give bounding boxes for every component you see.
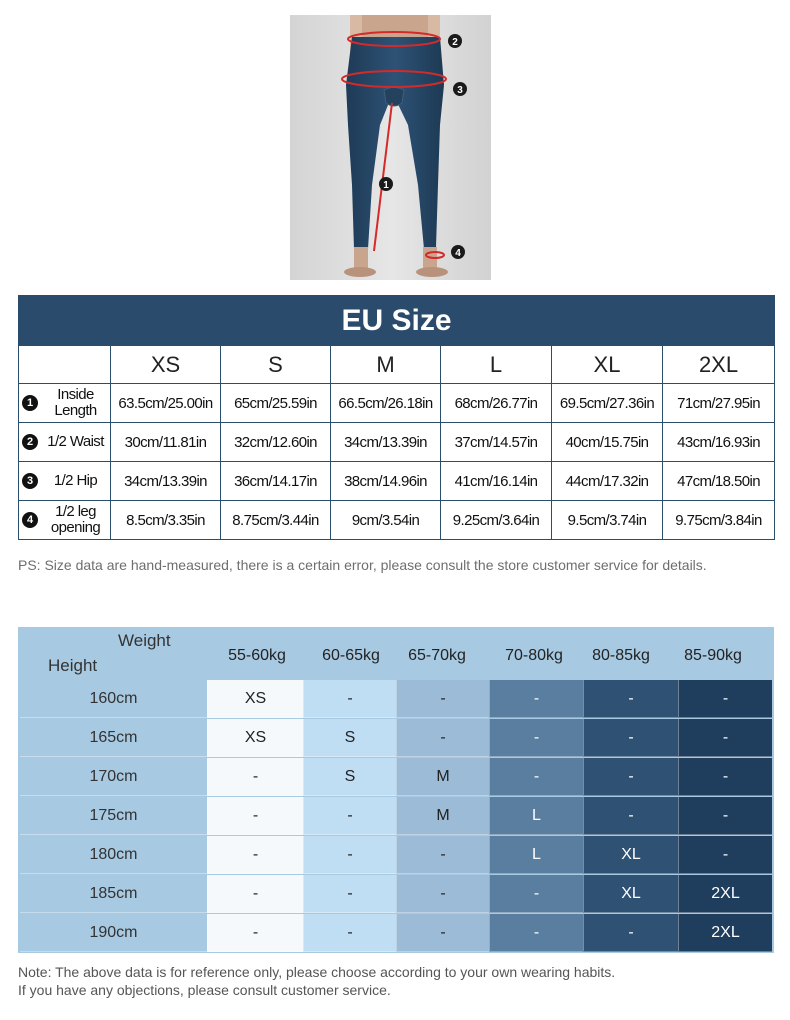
size-recommendation-cell: 2XL	[678, 875, 772, 913]
number-badge: 4	[22, 512, 38, 528]
size-recommendation-cell: -	[489, 719, 583, 757]
size-recommendation-cell: XS	[207, 680, 303, 718]
table-cell: 34cm/13.39in	[331, 423, 441, 462]
size-recommendation-cell: -	[396, 719, 489, 757]
table-cell: 30cm/11.81in	[111, 423, 221, 462]
height-row-label: 170cm	[20, 758, 207, 796]
weight-header-row	[20, 629, 772, 680]
size-recommendation-cell: -	[207, 836, 303, 874]
size-recommendation-cell: XL	[583, 875, 678, 913]
size-recommendation-cell: -	[583, 680, 678, 718]
size-recommendation-cell: XL	[583, 836, 678, 874]
product-photo	[290, 15, 491, 280]
height-axis-label: Height	[48, 656, 98, 675]
size-header: L	[441, 346, 552, 384]
weight-column-header: 70-80kg	[505, 647, 563, 664]
table-cell: 44cm/17.32in	[552, 462, 663, 501]
size-recommendation-cell: XS	[207, 719, 303, 757]
weight-axis-label: Weight	[118, 631, 171, 650]
size-recommendation-cell: -	[207, 875, 303, 913]
size-recommendation-cell: 2XL	[678, 914, 772, 952]
size-recommendation-cell: -	[678, 719, 772, 757]
table-row	[19, 501, 775, 540]
table-cell: 41cm/16.14in	[441, 462, 552, 501]
table-cell: 65cm/25.59in	[221, 384, 331, 423]
footer-note	[18, 963, 615, 999]
row-label	[19, 423, 111, 462]
footer-note-line: Note: The above data is for reference only, please choose according to your own wearing habits.	[18, 964, 616, 980]
size-recommendation-cell: -	[489, 680, 583, 718]
size-header: 2XL	[663, 346, 775, 384]
size-header: M	[331, 346, 441, 384]
table-cell: 9.25cm/3.64in	[441, 501, 552, 540]
table-cell: 40cm/15.75in	[552, 423, 663, 462]
height-row-label: 175cm	[20, 797, 207, 835]
size-recommendation-cell: -	[489, 758, 583, 796]
height-row-label: 165cm	[20, 719, 207, 757]
height-row-label: 190cm	[20, 914, 207, 952]
height-row-label: 160cm	[20, 680, 207, 718]
size-recommendation-cell: -	[303, 836, 396, 874]
size-recommendation-cell: -	[303, 797, 396, 835]
size-recommendation-cell: -	[678, 836, 772, 874]
size-recommendation-cell: -	[583, 758, 678, 796]
table-cell: 34cm/13.39in	[111, 462, 221, 501]
size-note: PS: Size data are hand-measured, there is a certain error, please consult the store customer service for details.	[18, 557, 707, 573]
size-recommendation-cell: -	[678, 758, 772, 796]
table-row	[19, 462, 775, 501]
size-recommendation-cell: -	[678, 680, 772, 718]
row-label-line: Inside	[57, 386, 94, 403]
weight-column-header: 80-85kg	[592, 647, 650, 664]
height-weight-chart	[18, 627, 774, 953]
size-recommendation-cell: L	[489, 836, 583, 874]
table-cell: 43cm/16.93in	[663, 423, 775, 462]
size-recommendation-cell: S	[303, 719, 396, 757]
size-recommendation-cell: -	[207, 914, 303, 952]
row-label	[19, 462, 111, 501]
size-header: XL	[552, 346, 663, 384]
marker-4: 4	[455, 248, 461, 259]
table-cell: 68cm/26.77in	[441, 384, 552, 423]
table-cell: 9cm/3.54in	[331, 501, 441, 540]
corner-cell	[19, 346, 111, 384]
weight-column-header: 60-65kg	[322, 647, 380, 664]
height-row-label: 180cm	[20, 836, 207, 874]
size-recommendation-cell: -	[583, 914, 678, 952]
marker-2: 2	[452, 37, 458, 48]
table-cell: 66.5cm/26.18in	[331, 384, 441, 423]
table-cell: 32cm/12.60in	[221, 423, 331, 462]
size-recommendation-cell: -	[396, 836, 489, 874]
table-row	[19, 423, 775, 462]
row-label-line: 1/2 Hip	[53, 472, 98, 489]
footer-note-line: If you have any objections, please consult customer service.	[18, 982, 391, 998]
size-recommendation-cell: -	[303, 875, 396, 913]
table-cell: 69.5cm/27.36in	[552, 384, 663, 423]
size-recommendation-cell: -	[396, 875, 489, 913]
row-label-line: 1/2 Waist	[47, 433, 104, 450]
table-cell: 47cm/18.50in	[663, 462, 775, 501]
number-badge: 1	[22, 395, 38, 411]
size-recommendation-cell: -	[207, 758, 303, 796]
weight-column-header: 55-60kg	[228, 647, 286, 664]
table-cell: 36cm/14.17in	[221, 462, 331, 501]
size-recommendation-cell: -	[303, 914, 396, 952]
marker-3: 3	[457, 85, 463, 96]
row-label-line: Length	[54, 402, 97, 419]
table-cell: 71cm/27.95in	[663, 384, 775, 423]
row-label-line: 1/2 leg	[55, 503, 96, 520]
eu-size-title: EU Size	[19, 296, 775, 346]
eu-size-table	[18, 295, 775, 540]
size-recommendation-cell: L	[489, 797, 583, 835]
size-recommendation-cell: -	[207, 797, 303, 835]
table-cell: 8.5cm/3.35in	[111, 501, 221, 540]
size-header: S	[221, 346, 331, 384]
table-cell: 63.5cm/25.00in	[111, 384, 221, 423]
row-label	[19, 501, 111, 540]
row-label-line: opening	[50, 519, 101, 536]
weight-column-header: 85-90kg	[684, 647, 742, 664]
size-recommendation-cell: -	[489, 914, 583, 952]
size-recommendation-cell: -	[396, 680, 489, 718]
size-recommendation-cell: -	[678, 797, 772, 835]
size-header-row	[19, 346, 775, 384]
number-badge: 3	[22, 473, 38, 489]
size-recommendation-cell: -	[583, 797, 678, 835]
size-recommendation-cell: S	[303, 758, 396, 796]
size-recommendation-cell: M	[396, 758, 489, 796]
table-cell: 8.75cm/3.44in	[221, 501, 331, 540]
table-row	[19, 384, 775, 423]
table-cell: 37cm/14.57in	[441, 423, 552, 462]
size-recommendation-cell: -	[396, 914, 489, 952]
cycling-tights-illustration	[290, 15, 491, 280]
size-recommendation-cell: -	[489, 875, 583, 913]
size-recommendation-cell: -	[303, 680, 396, 718]
marker-1: 1	[383, 180, 389, 191]
height-row-label: 185cm	[20, 875, 207, 913]
size-recommendation-cell: M	[396, 797, 489, 835]
row-label	[19, 384, 111, 423]
table-cell: 38cm/14.96in	[331, 462, 441, 501]
size-header: XS	[111, 346, 221, 384]
table-cell: 9.75cm/3.84in	[663, 501, 775, 540]
number-badge: 2	[22, 434, 38, 450]
table-cell: 9.5cm/3.74in	[552, 501, 663, 540]
weight-column-header: 65-70kg	[408, 647, 466, 664]
size-recommendation-cell: -	[583, 719, 678, 757]
